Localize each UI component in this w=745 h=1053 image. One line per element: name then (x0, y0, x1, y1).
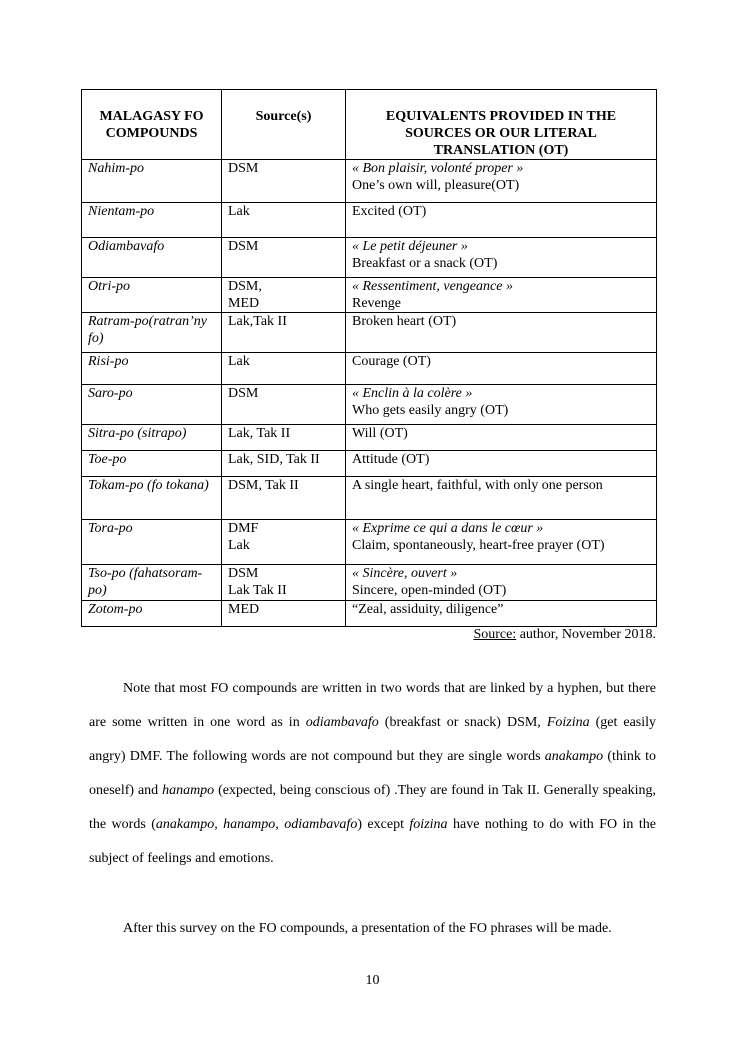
header-malagasy-fo-compounds: MALAGASY FO COMPOUNDS (82, 90, 222, 160)
english-equivalent: “Zeal, assiduity, diligence” (352, 602, 504, 617)
body-paragraph-1: Note that most FO compounds are written in two words that are linked by a hyphen, but there are some written in one word as in odiambavafo (breakfast or snack) DSM, Foizina (get easily angry) DMF. The following words are not compound but they are single words anakampo (think to oneself) and hanampo (expected, being conscious of) .They are found in Tak II. Generally speaking, the words (anakampo, hanampo, odiambavafo) except foizina have nothing to do with FO in the subject of feelings and emotions. (89, 681, 657, 866)
cell-source: Lak,Tak II (222, 313, 346, 353)
french-equivalent: « Bon plaisir, volonté proper » (352, 161, 524, 176)
cell-source: Lak, Tak II (222, 425, 346, 451)
table-row (82, 353, 657, 385)
page-number: 10 (365, 973, 380, 988)
table-row (82, 313, 657, 353)
table-row (82, 278, 657, 313)
source-text: author, November 2018. (516, 627, 656, 642)
cell-equivalent (346, 203, 657, 238)
english-equivalent: A single heart, faithful, with only one person (352, 478, 603, 493)
french-equivalent: « Ressentiment, vengeance » (352, 279, 513, 294)
cell-term: Odiambavafo (82, 238, 222, 278)
table-source-note (473, 627, 656, 643)
french-equivalent: « Enclin à la colère » (352, 386, 473, 401)
english-equivalent: Broken heart (OT) (352, 314, 457, 329)
body-paragraph-2: After this survey on the FO compounds, a presentation of the FO phrases will be made. (123, 921, 612, 936)
english-equivalent: Courage (OT) (352, 354, 431, 369)
cell-term: Saro-po (82, 385, 222, 425)
table-row (82, 203, 657, 238)
cell-term: Nientam-po (82, 203, 222, 238)
cell-equivalent (346, 313, 657, 353)
table-row (82, 601, 657, 627)
cell-equivalent (346, 451, 657, 477)
english-equivalent: Sincere, open-minded (OT) (352, 583, 507, 598)
source-label: Source: (473, 627, 517, 642)
cell-equivalent (346, 238, 657, 278)
cell-equivalent (346, 425, 657, 451)
table-row (82, 160, 657, 203)
table-row (82, 477, 657, 520)
table-body (82, 160, 657, 627)
english-equivalent: One’s own will, pleasure(OT) (352, 178, 520, 193)
table-row (82, 451, 657, 477)
cell-source: DSM (222, 238, 346, 278)
cell-term: Zotom-po (82, 601, 222, 627)
english-equivalent: Who gets easily angry (OT) (352, 403, 509, 418)
table-row (82, 385, 657, 425)
cell-term: Sitra-po (sitrapo) (82, 425, 222, 451)
fo-compounds-table (81, 89, 657, 627)
cell-equivalent (346, 520, 657, 565)
cell-term: Risi-po (82, 353, 222, 385)
cell-equivalent (346, 385, 657, 425)
cell-source: DSM (222, 385, 346, 425)
table-row (82, 565, 657, 601)
cell-source: Lak (222, 203, 346, 238)
cell-source: DMF Lak (222, 520, 346, 565)
header-equivalents: EQUIVALENTS PROVIDED IN THE SOURCES OR OUR LITERAL TRANSLATION (OT) (346, 90, 657, 160)
table-row (82, 238, 657, 278)
cell-equivalent (346, 278, 657, 313)
english-equivalent: Attitude (OT) (352, 452, 430, 467)
table-row (82, 520, 657, 565)
cell-equivalent (346, 477, 657, 520)
french-equivalent: « Le petit déjeuner » (352, 239, 468, 254)
header-sources: Source(s) (222, 90, 346, 160)
french-equivalent: « Exprime ce qui a dans le cœur » (352, 521, 544, 536)
cell-term: Tso-po (fahatsoram-po) (82, 565, 222, 601)
english-equivalent: Revenge (352, 296, 401, 311)
cell-equivalent (346, 353, 657, 385)
cell-source: DSM Lak Tak II (222, 565, 346, 601)
cell-source: MED (222, 601, 346, 627)
cell-equivalent (346, 565, 657, 601)
english-equivalent: Breakfast or a snack (OT) (352, 256, 498, 271)
cell-source: DSM (222, 160, 346, 203)
cell-equivalent (346, 160, 657, 203)
table-row (82, 425, 657, 451)
english-equivalent: Will (OT) (352, 426, 408, 441)
cell-source: DSM, Tak II (222, 477, 346, 520)
french-equivalent: « Sincère, ouvert » (352, 566, 458, 581)
english-equivalent: Claim, spontaneously, heart-free prayer (OT) (352, 538, 605, 553)
cell-source: Lak, SID, Tak II (222, 451, 346, 477)
english-equivalent: Excited (OT) (352, 204, 427, 219)
cell-term: Tora-po (82, 520, 222, 565)
cell-equivalent (346, 601, 657, 627)
cell-source: Lak (222, 353, 346, 385)
cell-source: DSM, MED (222, 278, 346, 313)
cell-term: Tokam-po (fo tokana) (82, 477, 222, 520)
cell-term: Toe-po (82, 451, 222, 477)
cell-term: Otri-po (82, 278, 222, 313)
cell-term: Nahim-po (82, 160, 222, 203)
cell-term: Ratram-po(ratran’ny fo) (82, 313, 222, 353)
